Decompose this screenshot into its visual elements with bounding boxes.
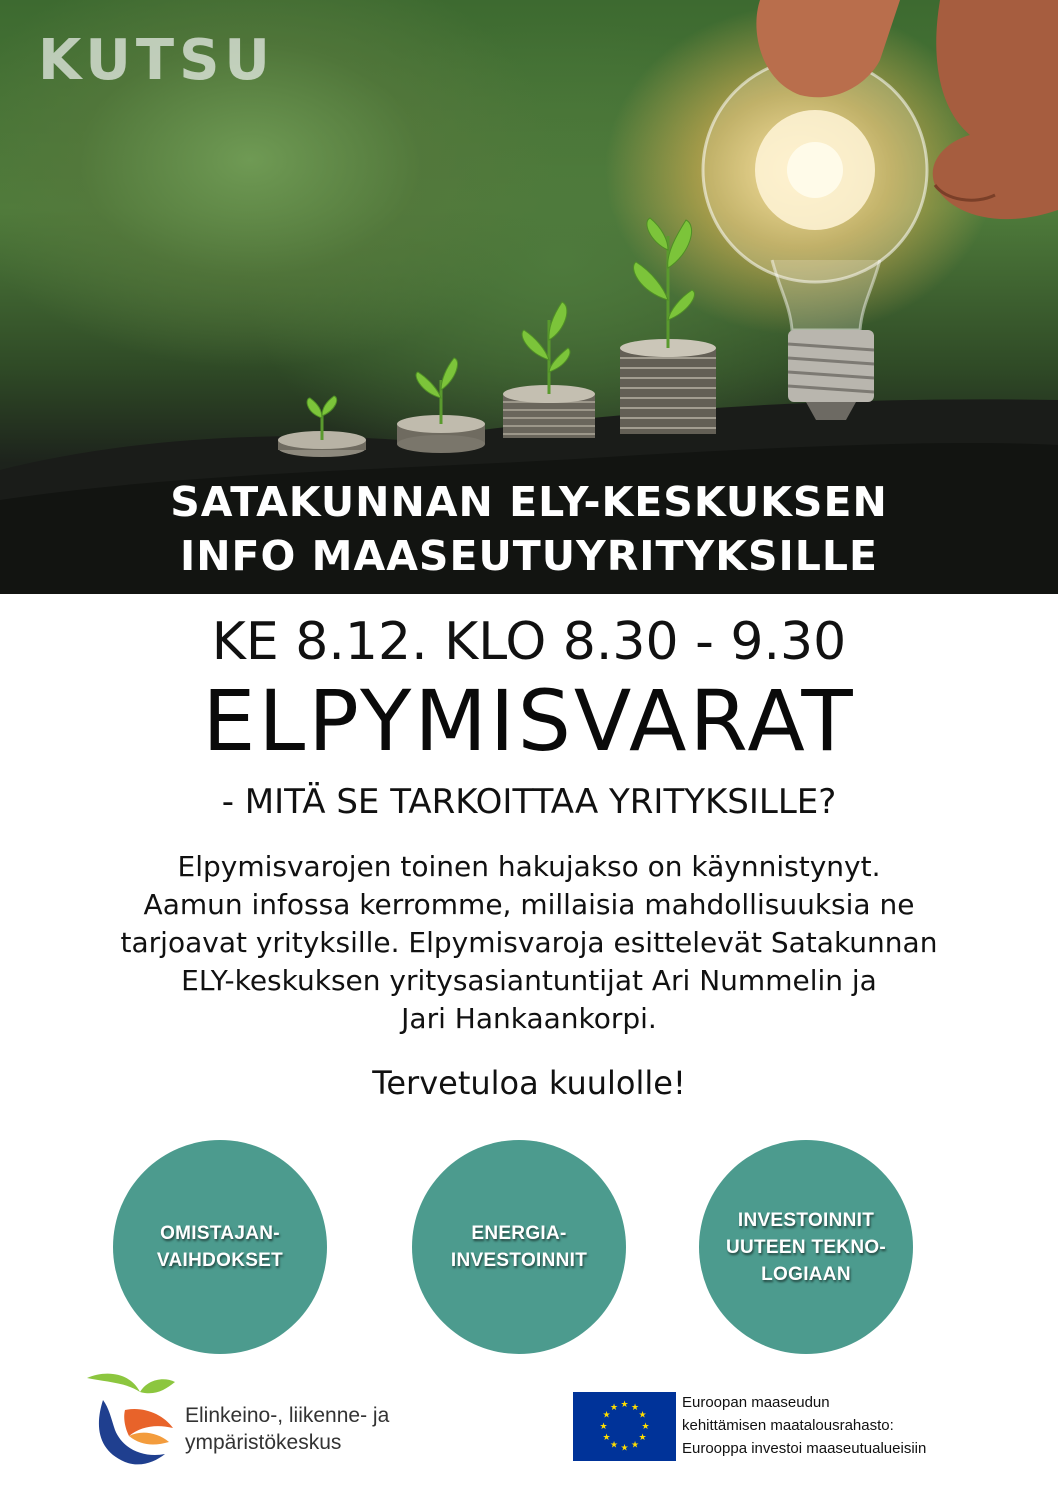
svg-text:★: ★ <box>638 1433 647 1443</box>
event-description <box>60 848 998 1038</box>
topic-label: INVESTOINNIT UUTEEN TEKNO- LOGIAAN <box>725 1209 887 1285</box>
eu-flag-icon <box>573 1392 676 1461</box>
eu-stars <box>573 1392 676 1461</box>
hero-image <box>0 0 1058 594</box>
eu-text-line2: kehittämisen maatalousrahasto: <box>682 1417 894 1434</box>
description-line: Elpymisvarojen toinen hakujakso on käynnistynyt. <box>177 850 881 883</box>
topic-label: OMISTAJAN- VAIHDOKSET <box>156 1223 284 1271</box>
svg-text:★: ★ <box>602 1410 611 1421</box>
event-subtitle: - MITÄ SE TARKOITTAA YRITYKSILLE? <box>221 782 837 822</box>
description-line: Aamun infossa kerromme, millaisia mahdollisuuksia ne <box>143 888 915 921</box>
svg-text:★: ★ <box>620 1443 629 1454</box>
svg-text:★: ★ <box>641 1422 650 1432</box>
hero-title-line2: INFO MAASEUTUYRITYKSILLE <box>179 532 879 580</box>
description-line: ELY-keskuksen yritysasiantuntijat Ari Nummelin ja <box>181 964 877 997</box>
svg-text:★: ★ <box>630 1440 640 1451</box>
eu-text-line3: Eurooppa investoi maaseutualueisiin <box>682 1440 927 1457</box>
eu-text-line1: Euroopan maaseudun <box>682 1394 830 1411</box>
ely-name-line1: Elinkeino-, liikenne- ja <box>185 1404 390 1427</box>
topic-label: ENERGIA- INVESTOINNIT <box>450 1223 588 1271</box>
eu-fund-text <box>682 1391 926 1460</box>
topic-circle-energy <box>412 1140 626 1354</box>
topic-circle-ownership <box>113 1140 327 1354</box>
event-date-time: KE 8.12. KLO 8.30 - 9.30 <box>211 612 847 672</box>
svg-text:★: ★ <box>602 1433 611 1443</box>
description-line: Jari Hankaankorpi. <box>401 1002 657 1035</box>
topic-circle-technology <box>699 1140 913 1354</box>
light-bulb <box>703 58 927 420</box>
svg-text:★: ★ <box>630 1403 640 1413</box>
svg-text:★: ★ <box>620 1400 629 1410</box>
event-title: ELPYMISVARAT <box>202 672 856 770</box>
coin-stack-4 <box>620 339 716 434</box>
svg-text:★: ★ <box>638 1410 647 1421</box>
hero-title-line1: SATAKUNNAN ELY-KESKUKSEN <box>170 478 888 526</box>
ely-agency-name <box>185 1402 389 1456</box>
svg-text:★: ★ <box>599 1422 608 1432</box>
welcome-text: Tervetuloa kuulolle! <box>372 1064 686 1102</box>
invitation-label: KUTSU <box>38 28 275 93</box>
ely-name-line2: ympäristökeskus <box>185 1431 342 1454</box>
svg-text:★: ★ <box>609 1440 619 1451</box>
svg-text:★: ★ <box>609 1403 619 1413</box>
description-line: tarjoavat yrityksille. Elpymisvaroja esittelevät Satakunnan <box>120 926 938 959</box>
ely-logo-icon <box>85 1370 180 1470</box>
